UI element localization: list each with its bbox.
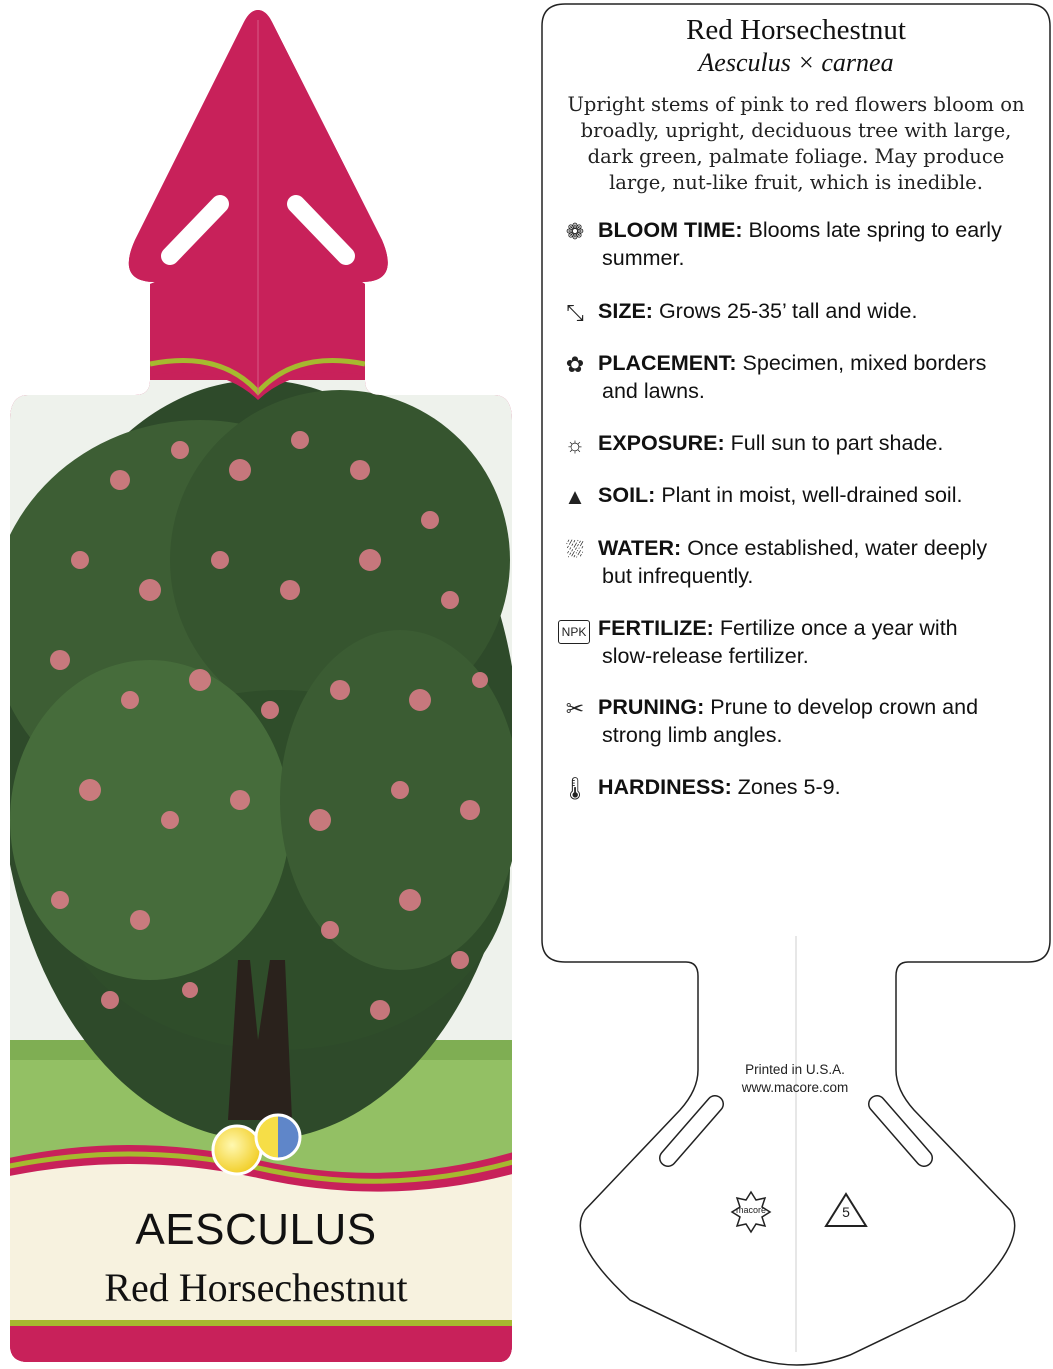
- printed-location: Printed in U.S.A.: [745, 1062, 845, 1077]
- pruners-icon: ✂: [565, 696, 585, 721]
- care-text-cont: slow-release fertilizer.: [602, 644, 809, 668]
- care-text: Grows 25-35’ tall and wide.: [658, 299, 918, 323]
- size-icon: ⤡: [566, 300, 584, 325]
- care-text: Prune to develop crown and: [710, 695, 979, 719]
- full-sun-icon: [213, 1126, 261, 1174]
- care-size: [558, 297, 1038, 325]
- care-text: Zones 5-9.: [737, 775, 841, 799]
- soil-icon: ▲: [564, 484, 586, 509]
- care-label: FERTILIZE:: [598, 616, 714, 640]
- fertilizer-icon: NPK: [558, 620, 590, 644]
- care-text: Once established, water deeply: [687, 536, 988, 560]
- care-pruning: [558, 693, 1038, 749]
- care-text-cont: and lawns.: [602, 379, 705, 403]
- care-label: WATER:: [598, 536, 682, 560]
- flower-icon: ❁: [565, 219, 585, 244]
- care-placement: [558, 349, 1038, 405]
- care-text: Plant in moist, well-drained soil.: [661, 483, 963, 507]
- care-text: Blooms late spring to early: [748, 218, 1002, 242]
- botanical-name: Aesculus × carnea: [698, 48, 894, 77]
- care-text: Full sun to part shade.: [730, 431, 944, 455]
- care-bloom-time: [558, 216, 1038, 272]
- care-label: HARDINESS:: [598, 775, 732, 799]
- watering-can-icon: ⛆: [566, 537, 584, 562]
- care-exposure: [558, 429, 1038, 457]
- care-label: BLOOM TIME:: [598, 218, 743, 242]
- website-text: www.macore.com: [741, 1080, 849, 1095]
- common-name-front: Red Horsechestnut: [104, 1265, 408, 1310]
- care-text-cont: but infrequently.: [602, 564, 754, 588]
- care-hardiness: [558, 773, 1038, 801]
- care-label: PRUNING:: [598, 695, 705, 719]
- brand-mark-text: macore: [735, 1205, 766, 1215]
- placement-icon: ✿: [565, 352, 585, 377]
- care-label: PLACEMENT:: [598, 351, 737, 375]
- care-text-cont: summer.: [602, 246, 685, 270]
- care-soil: [558, 481, 1038, 509]
- care-label: EXPOSURE:: [598, 431, 725, 455]
- plant-description: Upright stems of pink to red flowers bloom on broadly, upright, deciduous tree with large, dark green, palmate foliage. May produce large, nut-like fruit, which is inedible.: [567, 93, 1025, 194]
- back-title: Red Horsechestnut: [686, 14, 906, 46]
- care-water: [558, 534, 1038, 590]
- care-label: SOIL:: [598, 483, 656, 507]
- thermometer-icon: 🌡: [561, 776, 589, 801]
- care-text-cont: strong limb angles.: [602, 723, 783, 747]
- part-shade-icon: [256, 1115, 300, 1159]
- sun-icon: ☼: [564, 432, 586, 457]
- care-fertilize: [558, 614, 1038, 670]
- recycle-code: 5: [842, 1204, 850, 1220]
- care-label: SIZE:: [598, 299, 653, 323]
- front-tag: [0, 0, 520, 1369]
- genus-title: AESCULUS: [135, 1205, 377, 1254]
- care-text: Fertilize once a year with: [719, 616, 958, 640]
- print-info: [700, 1061, 890, 1097]
- care-text: Specimen, mixed borders: [742, 351, 987, 375]
